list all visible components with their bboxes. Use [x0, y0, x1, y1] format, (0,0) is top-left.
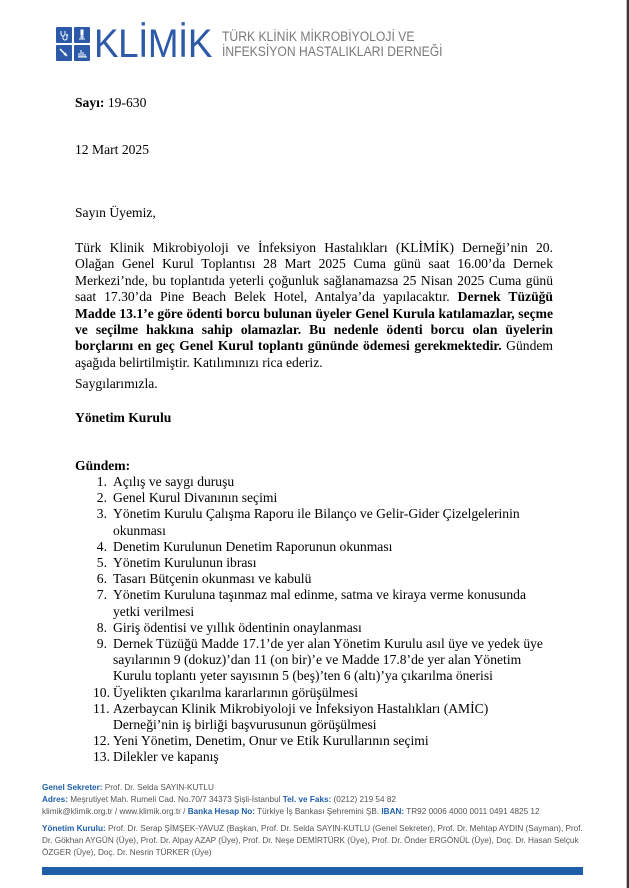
agenda-item: [75, 701, 553, 733]
agenda-item-number: 1.: [96, 474, 107, 489]
syringe-icon: [56, 45, 72, 61]
body-paragraph: [75, 240, 553, 371]
agenda-title: Gündem:: [75, 458, 131, 473]
reference-label: Sayı:: [75, 95, 105, 110]
agenda-item-text: Genel Kurul Divanının seçimi: [113, 490, 278, 506]
footer-contact-bank: [42, 806, 587, 818]
agenda-item-number: 13.: [93, 749, 110, 765]
agenda-item-number: 4.: [96, 538, 107, 554]
agenda-item-text: Üyelikten çıkarılma kararlarının görüşülmesi: [113, 684, 358, 700]
contact-links[interactable]: klimik@klimik.org.tr / www.klimik.org.tr /: [42, 806, 188, 816]
address-value: Meşrutiyet Mah. Rumeli Cad. No.70/7 34373 Şişli-İstanbul: [67, 794, 283, 804]
agenda-item-text: Yönetim Kuruluna taşınmaz mal edinme, satma ve kiraya verme konusunda yetki verilmesi: [113, 587, 526, 619]
iban-label: IBAN:: [381, 806, 405, 816]
agenda-item-number: 9.: [96, 636, 107, 652]
letterhead-footer: [42, 782, 587, 859]
agenda-item: [75, 733, 553, 749]
agenda-item-number: 11.: [93, 700, 110, 716]
agenda-item: [75, 474, 553, 490]
closing: Saygılarımızla.: [75, 376, 158, 391]
logo-icon-grid: [56, 27, 90, 61]
agenda-item-text: Dernek Tüzüğü Madde 17.1’de yer alan Yönetim Kurulu asıl üye ve yedek üye sayılarının 9 (dokuz)’dan 11 (on bir)’e ve Madde 17.8’de yer alan Yönetim Kurulu toplantı yeter sayısının 5 (beş)’ten 6 (altı)’ya çıkarılma önerisi: [113, 636, 543, 684]
secretary-name: Prof. Dr. Selda SAYIN-KUTLU: [102, 783, 214, 792]
agenda-item-text: Açılış ve saygı duruşu: [113, 474, 235, 489]
microscope-icon: [74, 27, 90, 43]
agenda-item-text: Dilekler ve kapanış: [113, 749, 219, 765]
bar-chart-icon: [74, 45, 90, 61]
agenda-item: [75, 555, 553, 571]
agenda-item-number: 6.: [96, 571, 107, 587]
agenda-list: [75, 474, 553, 766]
agenda-item-number: 7.: [96, 587, 107, 603]
paragraph-outro: Gündem aşağıda belirtilmiştir. Katılımınızı rica ederiz.: [75, 338, 553, 370]
agenda-item-number: 12.: [93, 733, 110, 749]
agenda-item-number: 8.: [96, 619, 107, 635]
klimik-logo: [56, 22, 467, 66]
organization-name-line1: TÜRK KLİNİK MİKROBİYOLOJİ VE: [222, 29, 415, 44]
signer: Yönetim Kurulu: [75, 410, 172, 425]
agenda-item-number: 5.: [96, 555, 107, 571]
footer-accent-bar: [42, 867, 583, 875]
footer-secretary: [42, 782, 587, 794]
agenda-item-number: 3.: [96, 506, 107, 522]
agenda-item: [75, 506, 553, 538]
agenda-item-text: Tasarı Bütçenin okunması ve kabulü: [113, 571, 312, 587]
organization-name-line2: İNFEKSİYON HASTALIKLARI DERNEĞİ: [222, 44, 443, 59]
board-label: Yönetim Kurulu:: [42, 824, 106, 834]
secretary-label: Genel Sekreter:: [42, 783, 103, 792]
agenda-item-number: 10.: [93, 684, 110, 700]
footer-address: [42, 794, 587, 806]
agenda-item-text: Azerbaycan Klinik Mikrobiyoloji ve İnfeksiyon Hastalıkları (AMİC) Derneği’nin iş birliği başvurusunun görüşülmesi: [113, 700, 489, 733]
agenda-item-text: Yönetim Kurulunun ibrası: [113, 555, 257, 571]
agenda-item: [75, 636, 553, 685]
agenda-item: [75, 749, 553, 765]
bank-label: Banka Hesap No:: [187, 806, 256, 816]
paragraph-bold-notice: Dernek Tüzüğü Madde 13.1’e göre ödenti borcu bulunan üyeler Genel Kurula katılamazlar, seçme ve seçilme hakkına sahip olamazlar. Bu nedenle ödenti borcu olan üyelerin borçlarını en geç Genel Kurul toplantı gününde ödemesi gerekmektedir.: [75, 289, 553, 354]
agenda-item-text: Yönetim Kurulu Çalışma Raporu ile Bilanço ve Gelir-Gider Çizelgelerinin okunması: [113, 506, 520, 538]
iban-value: TR92 0006 4000 0011 0491 4825 12: [404, 806, 540, 816]
reference-number: [75, 95, 553, 111]
letter-date: 12 Mart 2025: [75, 142, 150, 157]
board-members: Prof. Dr. Serap ŞİMŞEK-YAVUZ (Başkan, Prof. Dr. Selda SAYIN-KUTLU (Genel Sekreter), Prof. Dr. Mehtap AYDIN (Sayman), Prof. Dr. Gökhan AYGÜN (Üye), Prof. Dr. Alpay AZAP (Üye), Prof. Dr. Neşe DEMİRTÜRK (Üye), Prof. Dr. Önder ERGÖNÜL (Üye), Doç. Dr. Hasan Selçuk ÖZGER (Üye), Doç. Dr. Nesrin TÜRKER (Üye): [42, 824, 583, 857]
greeting: Sayın Üyemiz,: [75, 205, 156, 220]
agenda-item: [75, 685, 553, 701]
footer-board: [42, 823, 587, 858]
organization-name: [222, 29, 443, 59]
agenda-item: [75, 620, 553, 636]
agenda-item: [75, 587, 553, 619]
agenda-item-number: 2.: [96, 490, 107, 506]
agenda-item: [75, 490, 553, 506]
agenda-item-text: Giriş ödentisi ve yıllık ödentinin onaylanması: [113, 619, 362, 635]
paragraph-intro: Türk Klinik Mikrobiyoloji ve İnfeksiyon Hastalıkları (KLİMİK) Derneği’nin 20. Olağan Genel Kurul Toplantısı 28 Mart 2025 Cuma günü saat 16.00’da Dernek Merkezi’nde, bu toplantıda yeterli çoğunluk sağlanamazsa 25 Nisan 2025 Cuma günü saat 17.30’da Pine Beach Belek Hotel, Antalya’da yapılacaktır.: [75, 240, 553, 305]
agenda-item-text: Yeni Yönetim, Denetim, Onur ve Etik Kurullarının seçimi: [113, 733, 429, 749]
agenda-item: [75, 539, 553, 555]
logo-wordmark: KLİMİK: [94, 22, 212, 66]
agenda-item: [75, 571, 553, 587]
stethoscope-icon: [56, 27, 72, 43]
phone-label: Tel. ve Faks:: [282, 794, 332, 804]
agenda-item-text: Denetim Kurulunun Denetim Raporunun okunması: [113, 538, 393, 554]
phone-value: (0212) 219 54 82: [331, 794, 396, 804]
address-label: Adres:: [42, 794, 68, 804]
bank-value: Türkiye İş Bankası Şehremini ŞB.: [255, 806, 382, 816]
reference-value: 19-630: [104, 95, 147, 110]
